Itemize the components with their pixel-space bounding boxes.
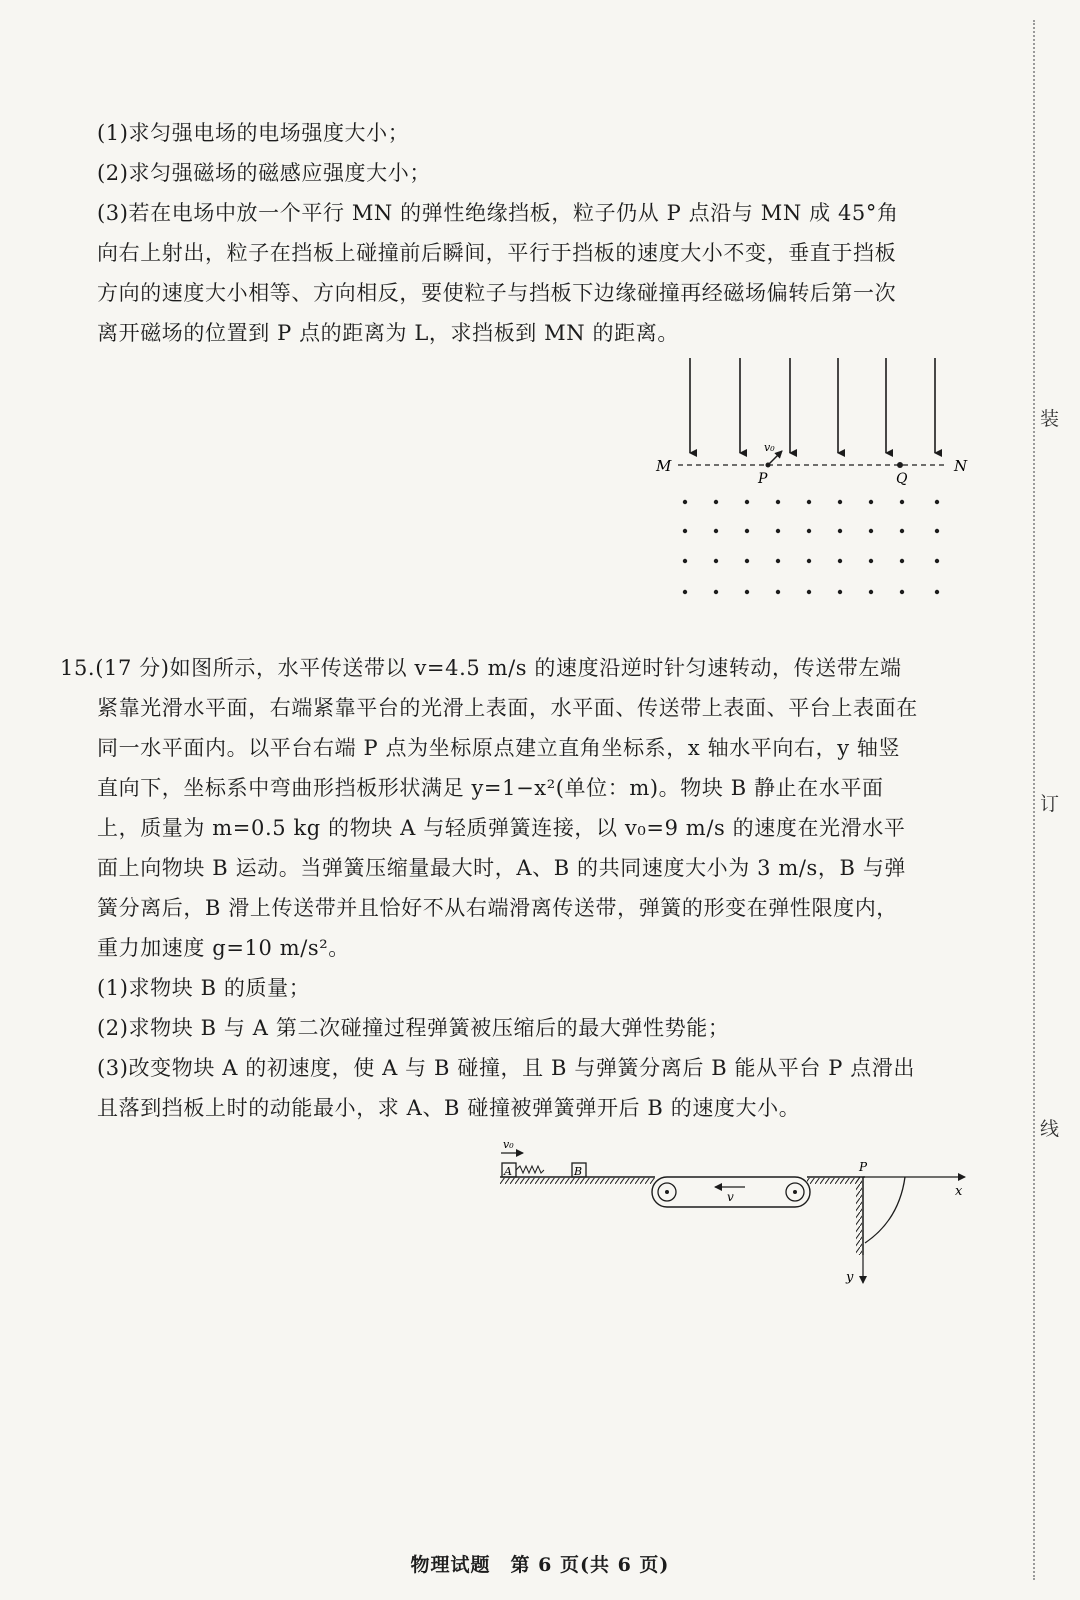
spring [516,1166,544,1173]
q14-line: 向右上射出，粒子在挡板上碰撞前后瞬间，平行于挡板的速度大小不变，垂直于挡板 [97,241,897,265]
q15-line: 簧分离后，B 滑上传送带并且恰好不从右端滑离传送带，弹簧的形变在弹性限度内， [97,896,898,920]
label-q: Q [896,471,908,487]
q15-line: 面上向物块 B 运动。当弹簧压缩量最大时，A、B 的共同速度大小为 3 m/s，B 与弹 [97,856,907,880]
q14-line: (2)求匀强磁场的磁感应强度大小； [97,161,431,185]
q14-line: 方向的速度大小相等、方向相反，要使粒子与挡板下边缘碰撞再经磁场偏转后第一次 [97,281,897,305]
binding-char: 装 [1040,400,1059,435]
question-15-text [60,648,918,1128]
q15-line: 同一水平面内。以平台右端 P 点为坐标原点建立直角坐标系，x 轴水平向右，y 轴竖 [97,736,901,760]
q15-conveyor-figure [495,1135,975,1295]
q15-line: 且落到挡板上时的动能最小，求 A、B 碰撞被弹簧弹开后 B 的速度大小。 [97,1096,801,1120]
q15-line: 上，质量为 m=0.5 kg 的物块 A 与轻质弹簧连接，以 v₀=9 m/s 的速度在光滑水平 [97,816,906,840]
q15-line: (3)改变物块 A 的初速度，使 A 与 B 碰撞，且 B 与弹簧分离后 B 能从平台 P 点滑出 [97,1056,916,1080]
label-a: A [504,1165,512,1178]
label-v: v [727,1190,734,1204]
q15-line: 15.(17 分)如图所示，水平传送带以 v=4.5 m/s 的速度沿逆时针匀速转动，传送带左端 [60,656,902,680]
conveyor-belt [652,1177,810,1207]
point-q [897,462,903,468]
label-b: B [574,1165,583,1178]
q15-line: (1)求物块 B 的质量； [97,976,311,1000]
q14-field-figure [650,355,970,615]
binding-char: 订 [1040,785,1059,820]
magnetic-field-dots [683,500,939,594]
electric-field-arrows [690,358,935,453]
label-m: M [656,457,672,475]
label-y: y [846,1270,854,1285]
q15-line: 重力加速度 g=10 m/s²。 [97,936,350,960]
binding-char: 线 [1040,1110,1059,1145]
label-p: P [859,1160,868,1174]
q14-line: (3)若在电场中放一个平行 MN 的弹性绝缘挡板，粒子仍从 P 点沿与 MN 成 45°角 [97,201,899,225]
q14-line: 离开磁场的位置到 P 点的距离为 L，求挡板到 MN 的距离。 [97,321,679,345]
q14-line: (1)求匀强电场的电场强度大小； [97,121,410,145]
label-v0: v₀ [503,1138,514,1151]
label-v0: v₀ [764,441,775,454]
question-14-text [97,113,899,353]
q15-line: 直向下，坐标系中弯曲形挡板形状满足 y=1−x²(单位：m)。物块 B 静止在水平面 [97,776,884,800]
page-footer: 物理试题 第 6 页(共 6 页) [410,1554,670,1576]
label-p: P [758,471,768,487]
label-x: x [955,1184,963,1199]
q15-line: (2)求物块 B 与 A 第二次碰撞过程弹簧被压缩后的最大弹性势能； [97,1016,730,1040]
label-n: N [954,457,968,475]
q15-line: 紧靠光滑水平面，右端紧靠平台的光滑上表面，水平面、传送带上表面、平台上表面在 [97,696,918,720]
curved-baffle [865,1177,905,1243]
